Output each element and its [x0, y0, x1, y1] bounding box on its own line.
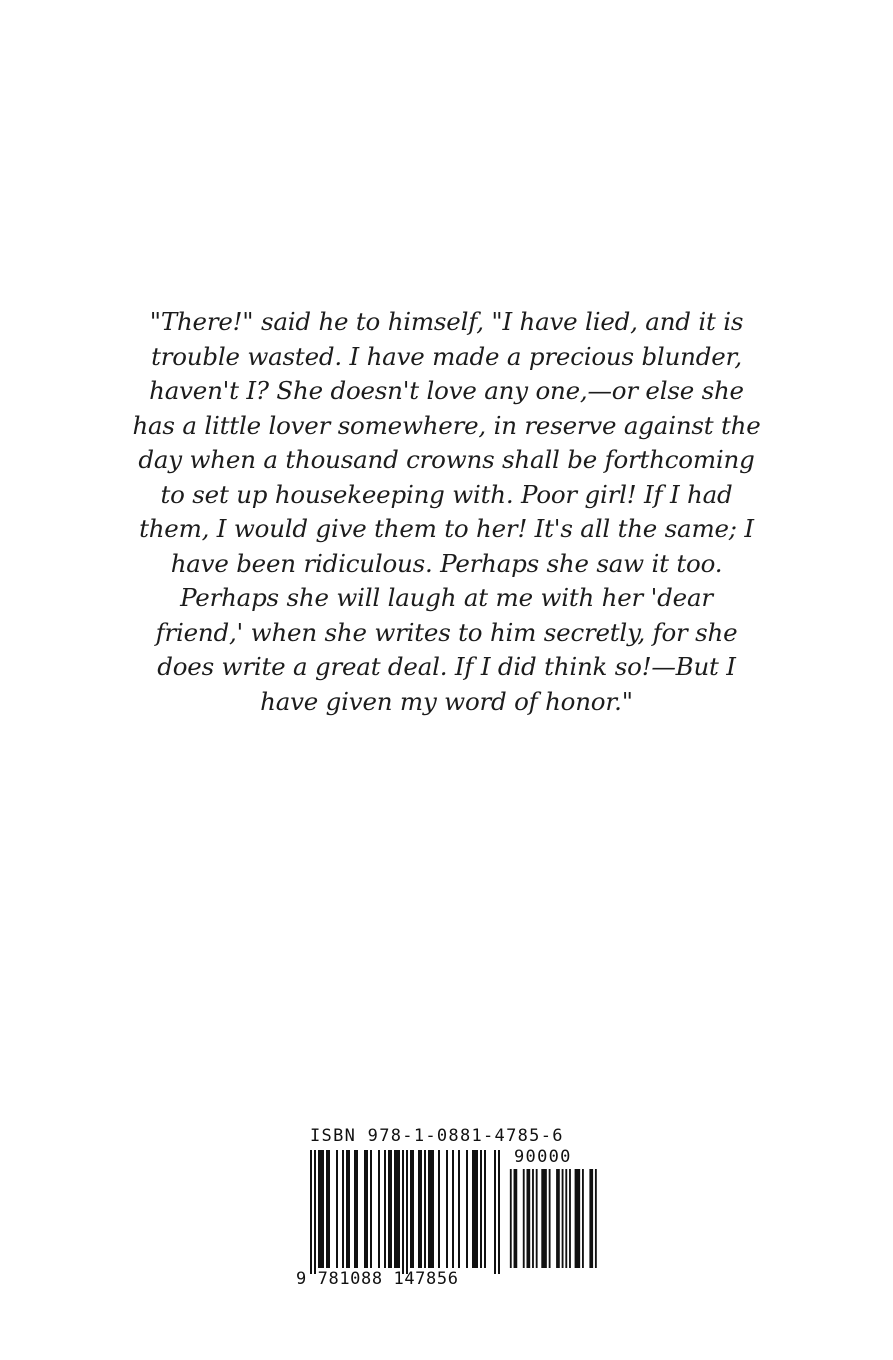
- barcode-bar: [418, 1150, 422, 1268]
- barcode-bar: [428, 1150, 434, 1268]
- barcode-bar: [562, 1169, 564, 1268]
- quote-line: "There!" said he to himself, "I have lied, and it is: [149, 307, 744, 336]
- barcode-bar: [342, 1150, 344, 1268]
- back-cover-quote: [120, 305, 773, 719]
- barcode-bar: [549, 1169, 551, 1268]
- barcode-bar: [565, 1169, 567, 1268]
- barcode-bar: [514, 1169, 518, 1268]
- barcode-bar: [480, 1150, 482, 1268]
- barcode-bar: [452, 1150, 454, 1268]
- barcode-bar: [556, 1169, 560, 1268]
- barcode-bar: [384, 1150, 386, 1268]
- barcode-bar: [354, 1150, 358, 1268]
- barcode-bar: [424, 1150, 426, 1268]
- barcode-bar: [410, 1150, 414, 1268]
- barcode-bar: [569, 1169, 571, 1268]
- barcode-bar: [364, 1150, 368, 1268]
- quote-line: trouble wasted. I have made a precious blunder,: [151, 341, 742, 371]
- barcode-bar: [406, 1150, 408, 1274]
- barcode-bar: [326, 1150, 330, 1268]
- barcode-bar: [523, 1169, 525, 1268]
- barcode-bar: [472, 1150, 478, 1268]
- barcode-bars: [296, 1126, 600, 1276]
- barcode-bar: [589, 1169, 593, 1268]
- quote-line: have given my word of honor.": [260, 686, 633, 716]
- barcode-bar: [394, 1150, 400, 1268]
- quote-line: them, I would give them to her! It's all the same; I: [139, 514, 754, 543]
- quote-line: have been ridiculous. Perhaps she saw it too.: [170, 548, 723, 578]
- ean-digits-label: 9 781088 147856: [296, 1269, 459, 1289]
- barcode-bar: [378, 1150, 380, 1268]
- barcode-bar: [370, 1150, 372, 1268]
- barcode-bar: [494, 1150, 496, 1274]
- barcode-bar: [466, 1150, 468, 1268]
- barcode-bar: [536, 1169, 538, 1268]
- isbn-label: ISBN 978-1-0881-4785-6: [310, 1126, 564, 1146]
- barcode-bar: [388, 1150, 392, 1268]
- barcode-bar: [484, 1150, 486, 1268]
- quote-line: friend,' when she writes to him secretly, for she: [155, 617, 738, 647]
- quote-line: haven't I? She doesn't love any one,—or else she: [149, 376, 744, 405]
- barcode-bar: [595, 1169, 597, 1268]
- barcode-bar: [446, 1150, 448, 1268]
- barcode-bar: [575, 1169, 581, 1268]
- barcode-bar: [498, 1150, 500, 1274]
- barcode-bar: [541, 1169, 547, 1268]
- price-addon-label: 90000: [514, 1147, 572, 1167]
- quote-line: has a little lover somewhere, in reserve against the: [132, 410, 761, 440]
- barcode-bar: [336, 1150, 338, 1268]
- barcode-bar: [458, 1150, 460, 1268]
- barcode-bar: [532, 1169, 534, 1268]
- quote-line: Perhaps she will laugh at me with her 'dear: [180, 583, 713, 612]
- barcode-bar: [510, 1169, 512, 1268]
- barcode-bar: [318, 1150, 324, 1268]
- isbn-barcode: [296, 1126, 600, 1294]
- barcode-bar: [346, 1150, 350, 1268]
- barcode-bar: [438, 1150, 440, 1268]
- barcode-bar: [314, 1150, 316, 1274]
- quote-line: does write a great deal. If I did think so!—But I: [157, 652, 736, 681]
- quote-line: day when a thousand crowns shall be forthcoming: [138, 445, 755, 474]
- barcode-bar: [402, 1150, 404, 1274]
- barcode-bar: [582, 1169, 584, 1268]
- quote-line: to set up housekeeping with. Poor girl! If I had: [160, 479, 733, 509]
- barcode-bar: [310, 1150, 312, 1274]
- barcode-bar: [527, 1169, 531, 1268]
